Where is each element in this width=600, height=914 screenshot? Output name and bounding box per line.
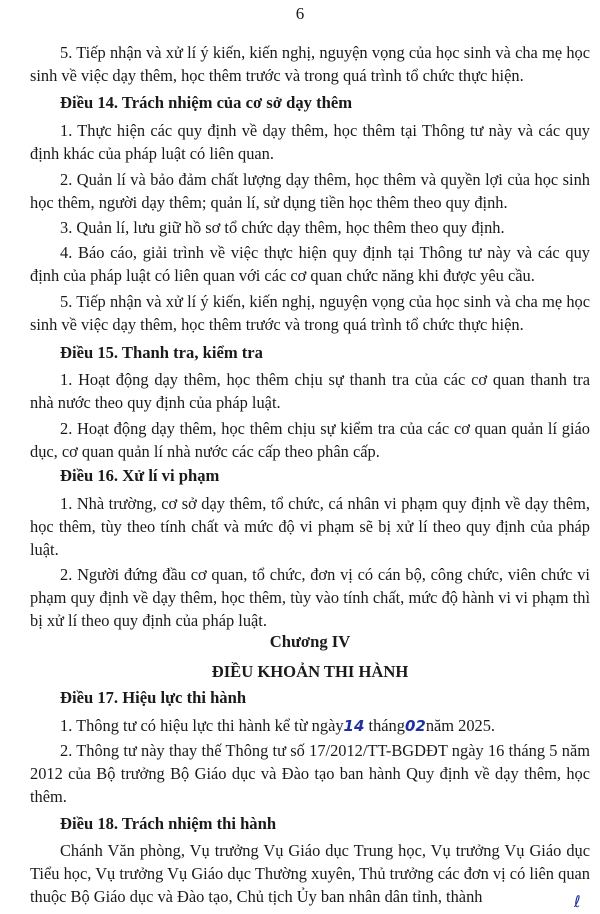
paragraph: 2. Thông tư này thay thế Thông tư số 17/2012/TT-BGDĐT ngày 16 tháng 5 năm 2012 của Bộ trưởng Bộ Giáo dục và Đào tạo ban hành Quy định về dạy thêm, học thêm. — [30, 741, 590, 806]
article-heading: Điều 14. Trách nhiệm của cơ sở dạy thêm — [60, 93, 353, 112]
month-word: tháng — [368, 716, 405, 735]
handwritten-month: 02 — [404, 717, 426, 735]
page-number: 6 — [295, 4, 305, 23]
article-heading: Điều 17. Hiệu lực thi hành — [60, 688, 247, 707]
paragraph: 2. Quản lí và bảo đảm chất lượng dạy thêm, học thêm và quyền lợi của học sinh học thêm, người dạy thêm; quản lí, sử dụng tiền học thêm theo quy định. — [30, 170, 590, 212]
paragraph: Chánh Văn phòng, Vụ trưởng Vụ Giáo dục Trung học, Vụ trưởng Vụ Giáo dục Tiểu học, Vụ trưởng Vụ Giáo dục Thường xuyên, Thủ trưởng các đơn vị có liên quan thuộc Bộ Giáo dục và Đào tạo, Chủ tịch Ủy ban nhân dân tỉnh, thành — [30, 841, 590, 906]
paragraph: 1. Nhà trường, cơ sở dạy thêm, tổ chức, cá nhân vi phạm quy định về dạy thêm, học thêm, tùy theo tính chất và mức độ vi phạm sẽ bị xử lí theo quy định của pháp luật. — [30, 494, 590, 559]
paragraph: 1. Thực hiện các quy định về dạy thêm, học thêm tại Thông tư này và các quy định khác của pháp luật có liên quan. — [30, 121, 590, 163]
article-heading: Điều 15. Thanh tra, kiểm tra — [60, 343, 263, 362]
handwritten-day: 14 — [343, 717, 365, 735]
paragraph: 2. Người đứng đầu cơ quan, tổ chức, đơn vị có cán bộ, công chức, viên chức vi phạm quy định về dạy thêm, học thêm, tùy vào tính chất, mức độ hành vi vi phạm thì bị xử lí theo quy định của pháp luật. — [30, 565, 590, 630]
paragraph: 2. Hoạt động dạy thêm, học thêm chịu sự kiểm tra của các cơ quan quản lí giáo dục, cơ quan quản lí nhà nước các cấp theo phân cấp. — [30, 419, 590, 461]
article-heading: Điều 16. Xử lí vi phạm — [60, 466, 220, 485]
paragraph: 4. Báo cáo, giải trình về việc thực hiện quy định tại Thông tư này và các quy định của pháp luật có liên quan với các cơ quan chức năng khi được yêu cầu. — [30, 243, 590, 285]
paragraph: 5. Tiếp nhận và xử lí ý kiến, kiến nghị, nguyện vọng của học sinh và cha mẹ học sinh về việc dạy thêm, học thêm trước và trong quá trình tổ chức thực hiện. — [30, 43, 590, 85]
year-text: năm 2025. — [425, 716, 496, 735]
article-heading: Điều 18. Trách nhiệm thi hành — [60, 814, 277, 833]
paragraph: 3. Quản lí, lưu giữ hồ sơ tổ chức dạy thêm, học thêm theo quy định. — [60, 218, 505, 237]
effective-date-text: 1. Thông tư có hiệu lực thi hành kể từ ngày — [60, 716, 344, 735]
chapter-title: Chương IV — [269, 632, 351, 651]
paragraph: 5. Tiếp nhận và xử lí ý kiến, kiến nghị, nguyện vọng của học sinh và cha mẹ học sinh về việc dạy thêm, học thêm trước và trong quá trình tổ chức thực hiện. — [30, 292, 590, 334]
effective-date-line — [30, 714, 590, 738]
handwritten-mark: ℓ — [574, 892, 581, 911]
paragraph: 1. Hoạt động dạy thêm, học thêm chịu sự thanh tra của các cơ quan thanh tra nhà nước theo quy định của pháp luật. — [30, 370, 590, 412]
chapter-subtitle: ĐIỀU KHOẢN THI HÀNH — [211, 662, 409, 681]
